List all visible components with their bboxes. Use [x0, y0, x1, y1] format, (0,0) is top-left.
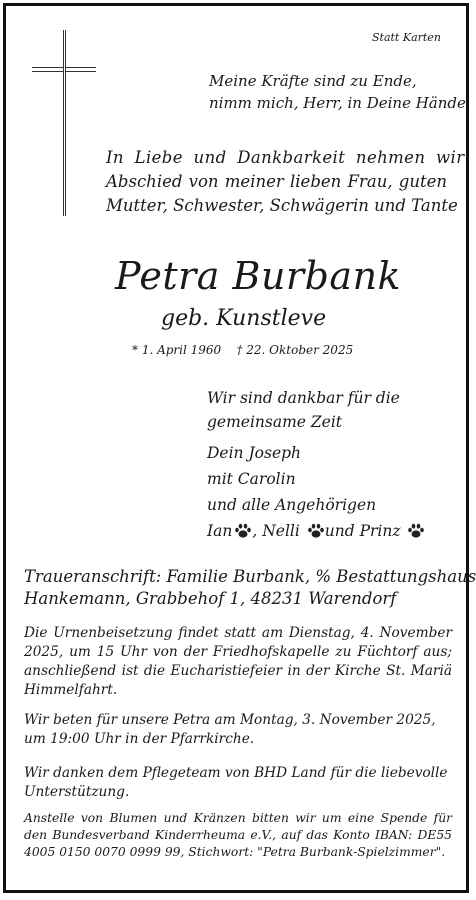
mourner-pets — [207, 518, 425, 544]
address-line-1: Traueranschrift: Familie Burbank, % Bestattungshaus — [24, 567, 476, 586]
prayer-text: Wir beten für unsere Petra am Montag, 3. November 2025, um 19:00 Uhr in der Pfarrkirche. — [24, 712, 436, 747]
donation-text: Anstelle von Blumen und Kränzen bitten wir um eine Spende für den Bundesverband Kinderrheuma e.V., auf das Konto IBAN: DE55 4005 0150 0070 0999 99, Stichwort: "Petra Burbank-Spielzimmer". — [24, 811, 452, 859]
ceremony-text: Die Urnenbeisetzung findet statt am Dienstag, 4. November 2025, um 15 Uhr von der Friedhofskapelle zu Füchtorf aus; anschließend ist die Eucharistiefeier in der Kirche St. Mariä Himmelfahrt. — [24, 625, 452, 698]
deceased-name: Petra Burbank — [115, 254, 402, 298]
mourner-line-1: Dein Joseph — [207, 444, 302, 462]
verse-line-2: nimm mich, Herr, in Deine Hände. — [209, 94, 471, 112]
address-line-2: Hankemann, Grabbehof 1, 48231 Warendorf — [24, 589, 397, 608]
died-date: † 22. Oktober 2025 — [236, 343, 354, 357]
thanks-line-2: gemeinsame Zeit — [207, 413, 343, 431]
statt-karten: Statt Karten — [372, 31, 441, 44]
birth-name: geb. Kunstleve — [161, 306, 327, 331]
care-thanks-text: Wir danken dem Pflegeteam von BHD Land für die liebevolle Unterstützung. — [24, 765, 448, 800]
born-date: * 1. April 1960 — [132, 343, 222, 357]
cross-intersection — [63, 67, 66, 72]
mourner-line-3: und alle Angehörigen — [207, 496, 377, 514]
mourner-line-2: mit Carolin — [207, 470, 296, 488]
pet-name-ian: Ian — [207, 522, 233, 540]
paw-icon — [407, 523, 425, 539]
life-dates — [132, 343, 353, 357]
verse-line-1: Meine Kräfte sind zu Ende, — [209, 72, 417, 90]
intro-line-3: Mutter, Schwester, Schwägerin und Tante — [106, 196, 458, 215]
cross-icon — [63, 30, 66, 216]
thanks-line-1: Wir sind dankbar für die — [207, 389, 400, 407]
intro-line-2: Abschied von meiner lieben Frau, guten — [106, 172, 448, 191]
paw-icon — [307, 523, 325, 539]
paw-icon — [234, 523, 252, 539]
pet-name-prinz: und Prinz — [324, 522, 401, 540]
pet-name-nelli: , Nelli — [252, 522, 300, 540]
intro-line-1: In Liebe und Dankbarkeit nehmen wir — [106, 148, 465, 167]
